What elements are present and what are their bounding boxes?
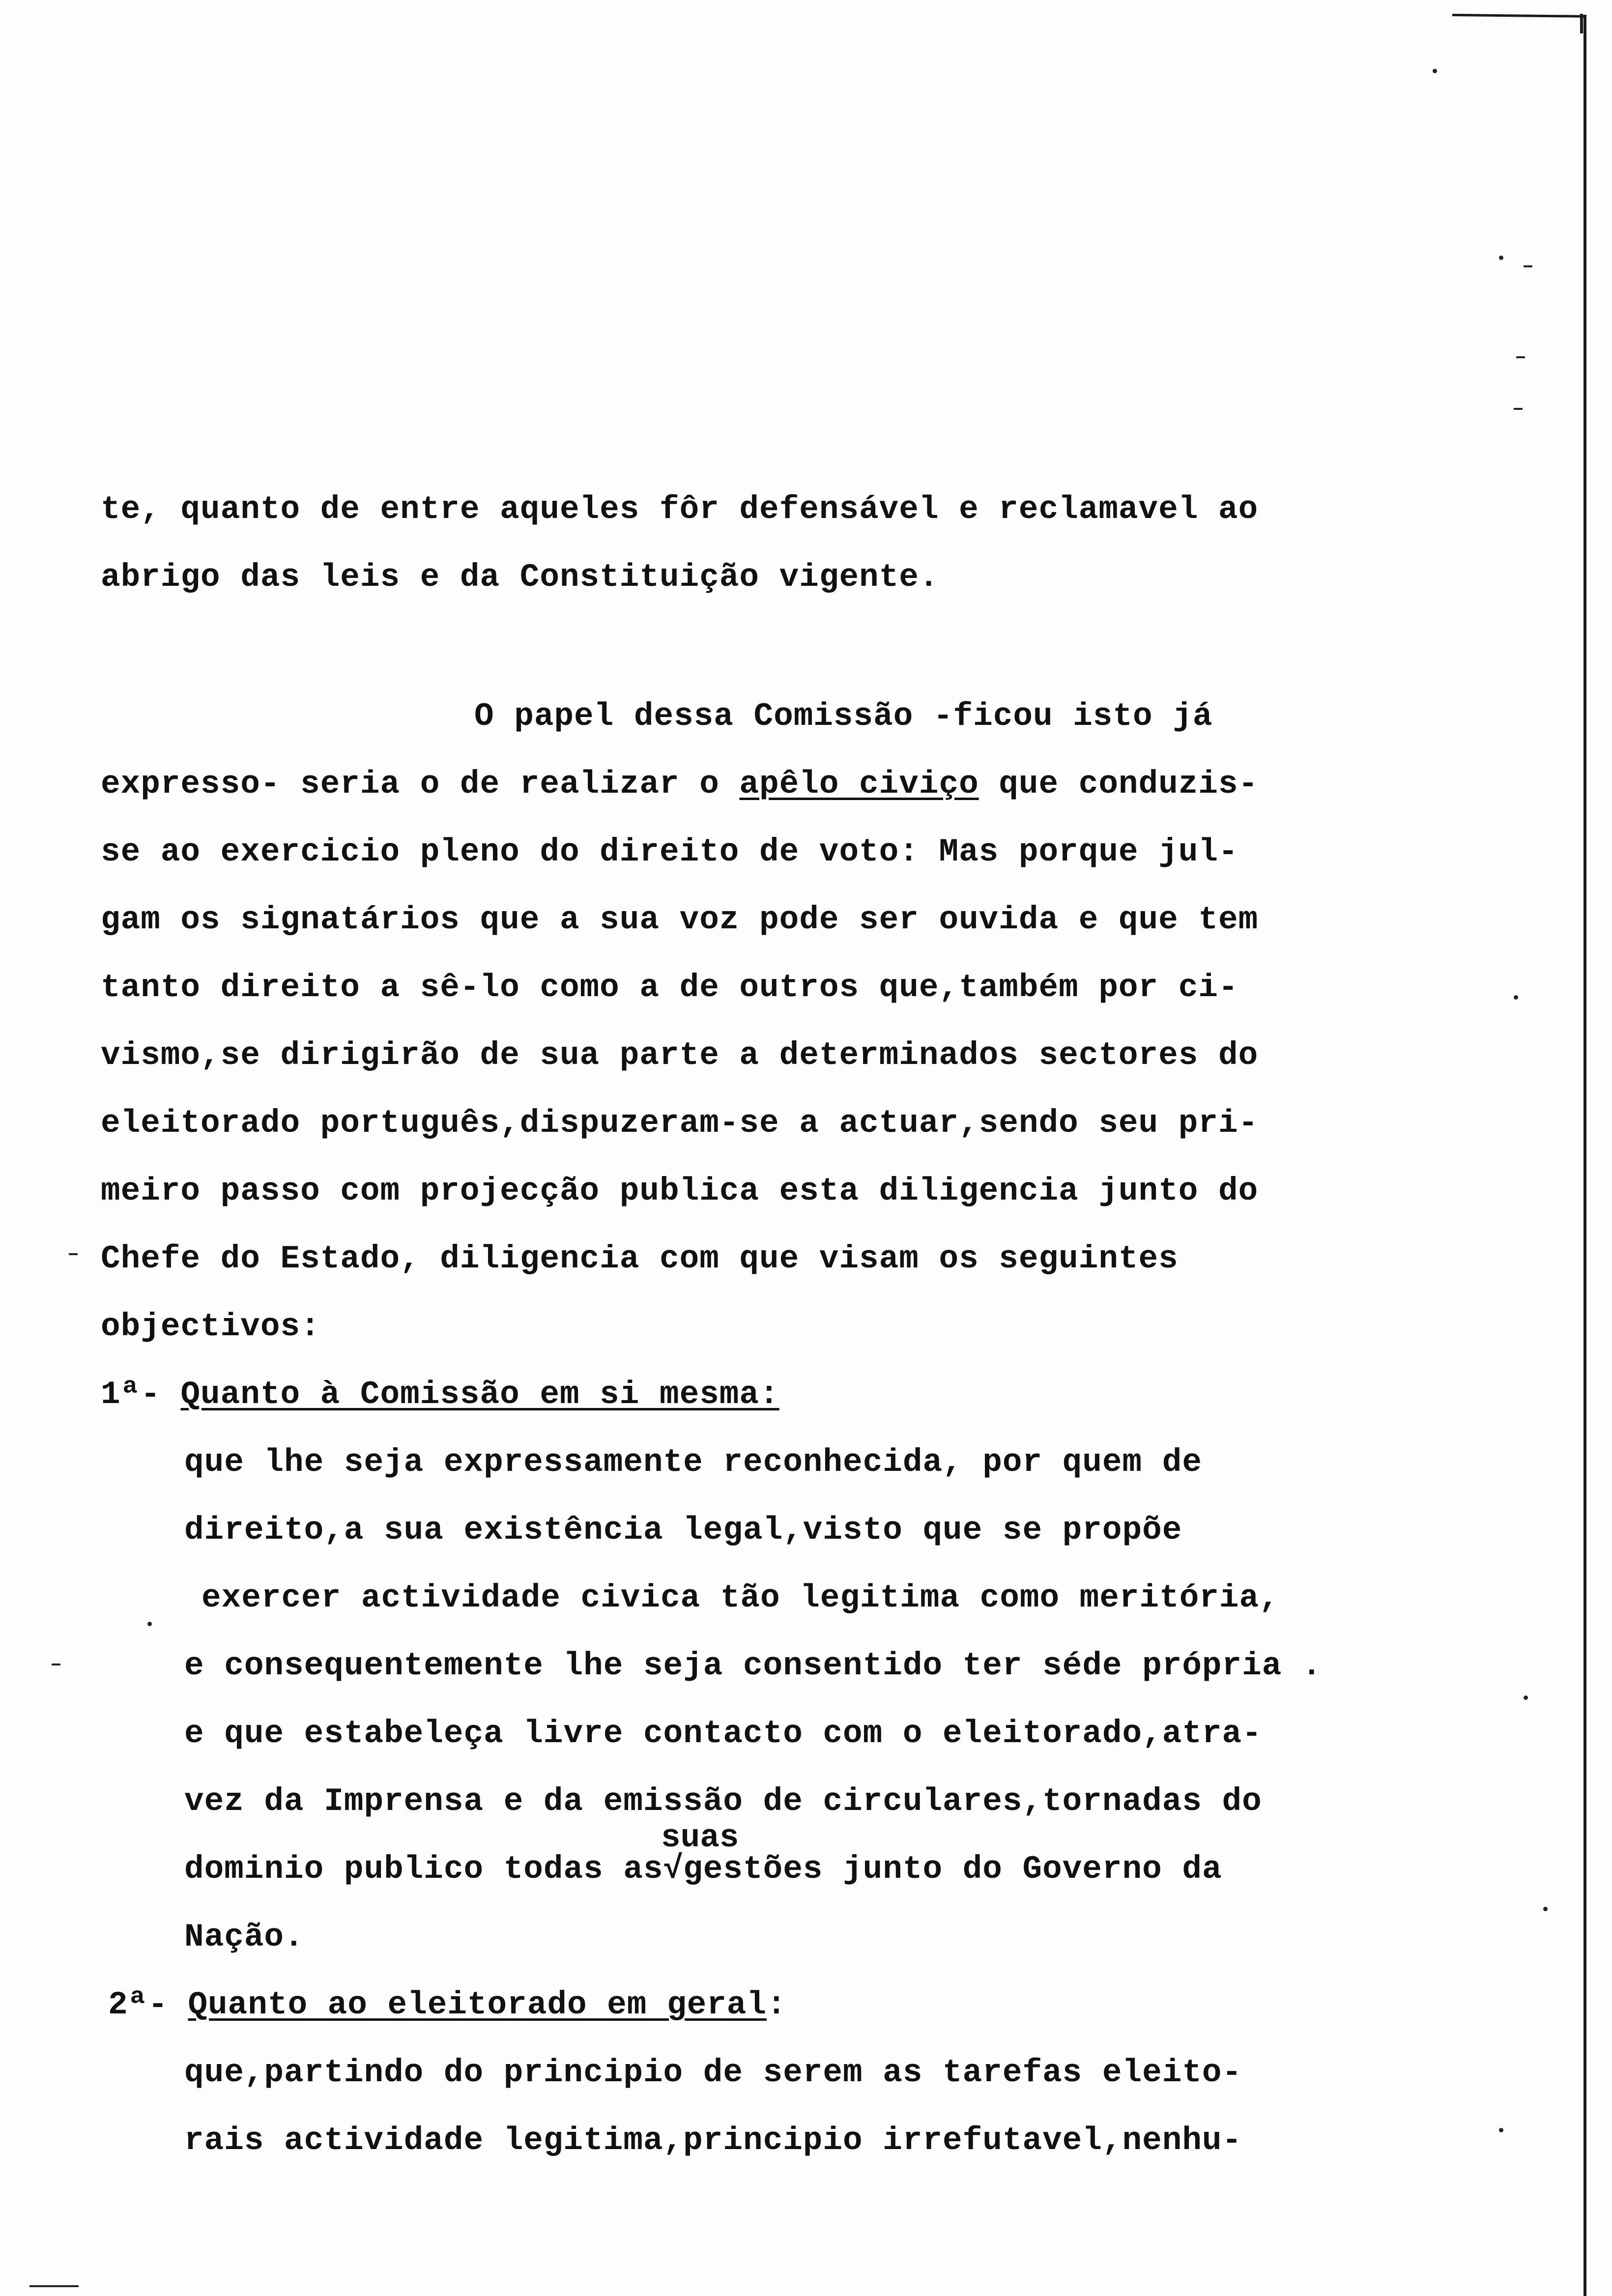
text-line: vismo,se dirigirão de sua parte a determinados sectores do	[101, 1037, 1259, 1074]
text-line: e consequentemente lhe seja consentido ter séde própria .	[184, 1647, 1322, 1684]
text-line: O papel dessa Comissão -ficou isto já	[474, 698, 1213, 735]
text-line: tanto direito a sê-lo como a de outros que,também por ci-	[101, 969, 1238, 1006]
insertion-caret: √	[663, 1851, 684, 1888]
section-title-tail: :	[767, 1986, 787, 2023]
bottom-dash	[29, 2285, 79, 2287]
text-line	[101, 765, 1258, 804]
text-line: meiro passo com projecção publica esta diligencia junto do	[101, 1173, 1259, 1209]
margin-rule	[1583, 15, 1586, 2296]
scan-speck	[1516, 356, 1525, 358]
scan-speck	[1433, 69, 1437, 73]
scan-speck	[1499, 256, 1503, 260]
text-line: abrigo das leis e da Constituição vigente.	[101, 559, 939, 596]
scan-speck	[1543, 1907, 1548, 1911]
text-line	[184, 1850, 1222, 1889]
scan-speck	[69, 1253, 78, 1255]
text-fragment: dominio publico todas as	[184, 1851, 663, 1888]
inserted-word: suas	[661, 1819, 739, 1856]
section-number: 1ª-	[101, 1376, 181, 1413]
underlined-phrase: apêlo civiço	[739, 766, 979, 803]
text-line: que,partindo do principio de serem as tarefas eleito-	[184, 2054, 1242, 2091]
text-line: objectivos:	[101, 1308, 320, 1345]
text-fragment: gestões junto do Governo da	[683, 1851, 1222, 1888]
scan-speck	[1499, 2128, 1503, 2132]
text-line: exercer actividade civica tão legitima como meritória,	[202, 1579, 1279, 1616]
text-line: rais actividade legitima,principio irrefutavel,nenhu-	[184, 2122, 1242, 2159]
scan-speck	[147, 1622, 152, 1626]
scan-speck	[1524, 265, 1532, 267]
scan-speck	[1524, 1695, 1528, 1700]
section-title: Quanto à Comissão em si mesma:	[180, 1376, 779, 1413]
text-line: gam os signatários que a sua voz pode ser ouvida e que tem	[101, 901, 1259, 938]
text-line: Nação.	[184, 1919, 304, 1955]
scan-speck	[1514, 995, 1518, 1000]
scan-speck	[1514, 408, 1523, 410]
text-fragment: que conduzis-	[979, 766, 1259, 803]
corner-line	[1452, 14, 1585, 18]
text-line: se ao exercicio pleno do direito de voto: Mas porque jul-	[101, 833, 1238, 870]
section-title: Quanto ao eleitorado em geral	[188, 1986, 767, 2023]
section-2-heading	[108, 1985, 787, 2025]
scan-speck	[52, 1664, 60, 1665]
section-number: 2ª-	[108, 1986, 188, 2023]
text-line: te, quanto de entre aqueles fôr defensável e reclamavel ao	[101, 491, 1259, 528]
corner-tick	[1580, 14, 1583, 33]
text-line: eleitorado português,dispuzeram-se a actuar,sendo seu pri-	[101, 1105, 1259, 1142]
text-line: Chefe do Estado, diligencia com que visam os seguintes	[101, 1240, 1179, 1277]
text-line: que lhe seja expressamente reconhecida, por quem de	[184, 1444, 1202, 1481]
text-line: direito,a sua existência legal,visto que se propõe	[184, 1512, 1182, 1549]
text-fragment: expresso- seria o de realizar o	[101, 766, 740, 803]
text-line: e que estabeleça livre contacto com o eleitorado,atra-	[184, 1715, 1262, 1752]
section-1-heading	[101, 1375, 779, 1414]
text-line: vez da Imprensa e da emissão de circulares,tornadas do	[184, 1783, 1262, 1820]
